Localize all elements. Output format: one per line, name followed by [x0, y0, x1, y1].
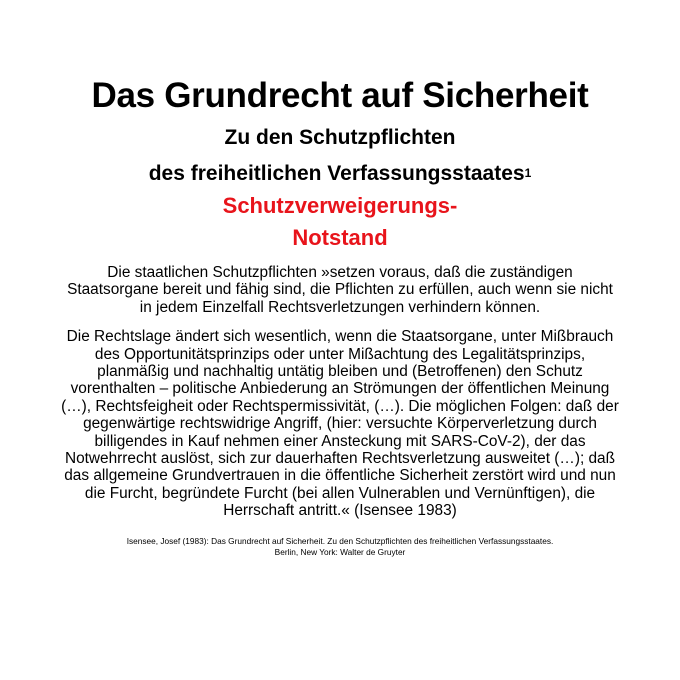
page-title: Das Grundrecht auf Sicherheit: [91, 76, 589, 115]
highlight-line-1: Schutzverweigerungs-: [222, 193, 458, 218]
footnote-marker: 1: [524, 166, 532, 180]
subtitle-line-2: [60, 158, 620, 190]
highlight-line-2: Notstand: [292, 225, 388, 250]
quote-paragraph-2: Die Rechtslage ändert sich wesentlich, wenn die Staatsorgane, unter Mißbrauch des Opportunitätsprinzips oder unter Mißachtung des Legalitätsprinzips, planmäßig und nachhaltig untätig bleiben und (Betroffenen) den Schutz vorenthalten – politische Anbiederung an Strömungen der öffentlichen Meinung (…), Rechtsfeigheit oder Rechtspermissivität, (…). Die möglichen Folgen: daß der gegenwärtige rechtswidrige Angriff, (hier: versuchte Körperverletzung durch billigendes in Kauf nehmen einer Ansteckung mit SARS-CoV-2), der das Notwehrrecht auslöst, sich zur dauerhaften Rechtsverletzung ausweitet (…); daß das allgemeine Grundvertrauen in die öffentliche Sicherheit zerstört wird und nun die Furcht, begründete Furcht (bei allen Vulnerablen und Vernünftigen), die Herrschaft antritt.« (Isensee 1983): [61, 328, 619, 520]
reference-citation: [60, 536, 620, 558]
reference-line-2: Berlin, New York: Walter de Gruyter: [274, 546, 406, 557]
reference-line-1: Isensee, Josef (1983): Das Grundrecht auf Sicherheit. Zu den Schutzpflichten des freiheitlichen Verfassungsstaates.: [126, 535, 554, 546]
subtitle-line-2-text: des freiheitlichen Verfassungsstaates: [148, 162, 525, 185]
quote-paragraph-1: Die staatlichen Schutzpflichten »setzen voraus, daß die zuständigen Staatsorgane bereit und fähig sind, die Pflichten zu erfüllen, auch wenn sie nicht in jedem Einzelfall Rechtsverletzungen verhindern können.: [67, 264, 613, 316]
subtitle-line-1: Zu den Schutzpflichten: [224, 126, 456, 149]
